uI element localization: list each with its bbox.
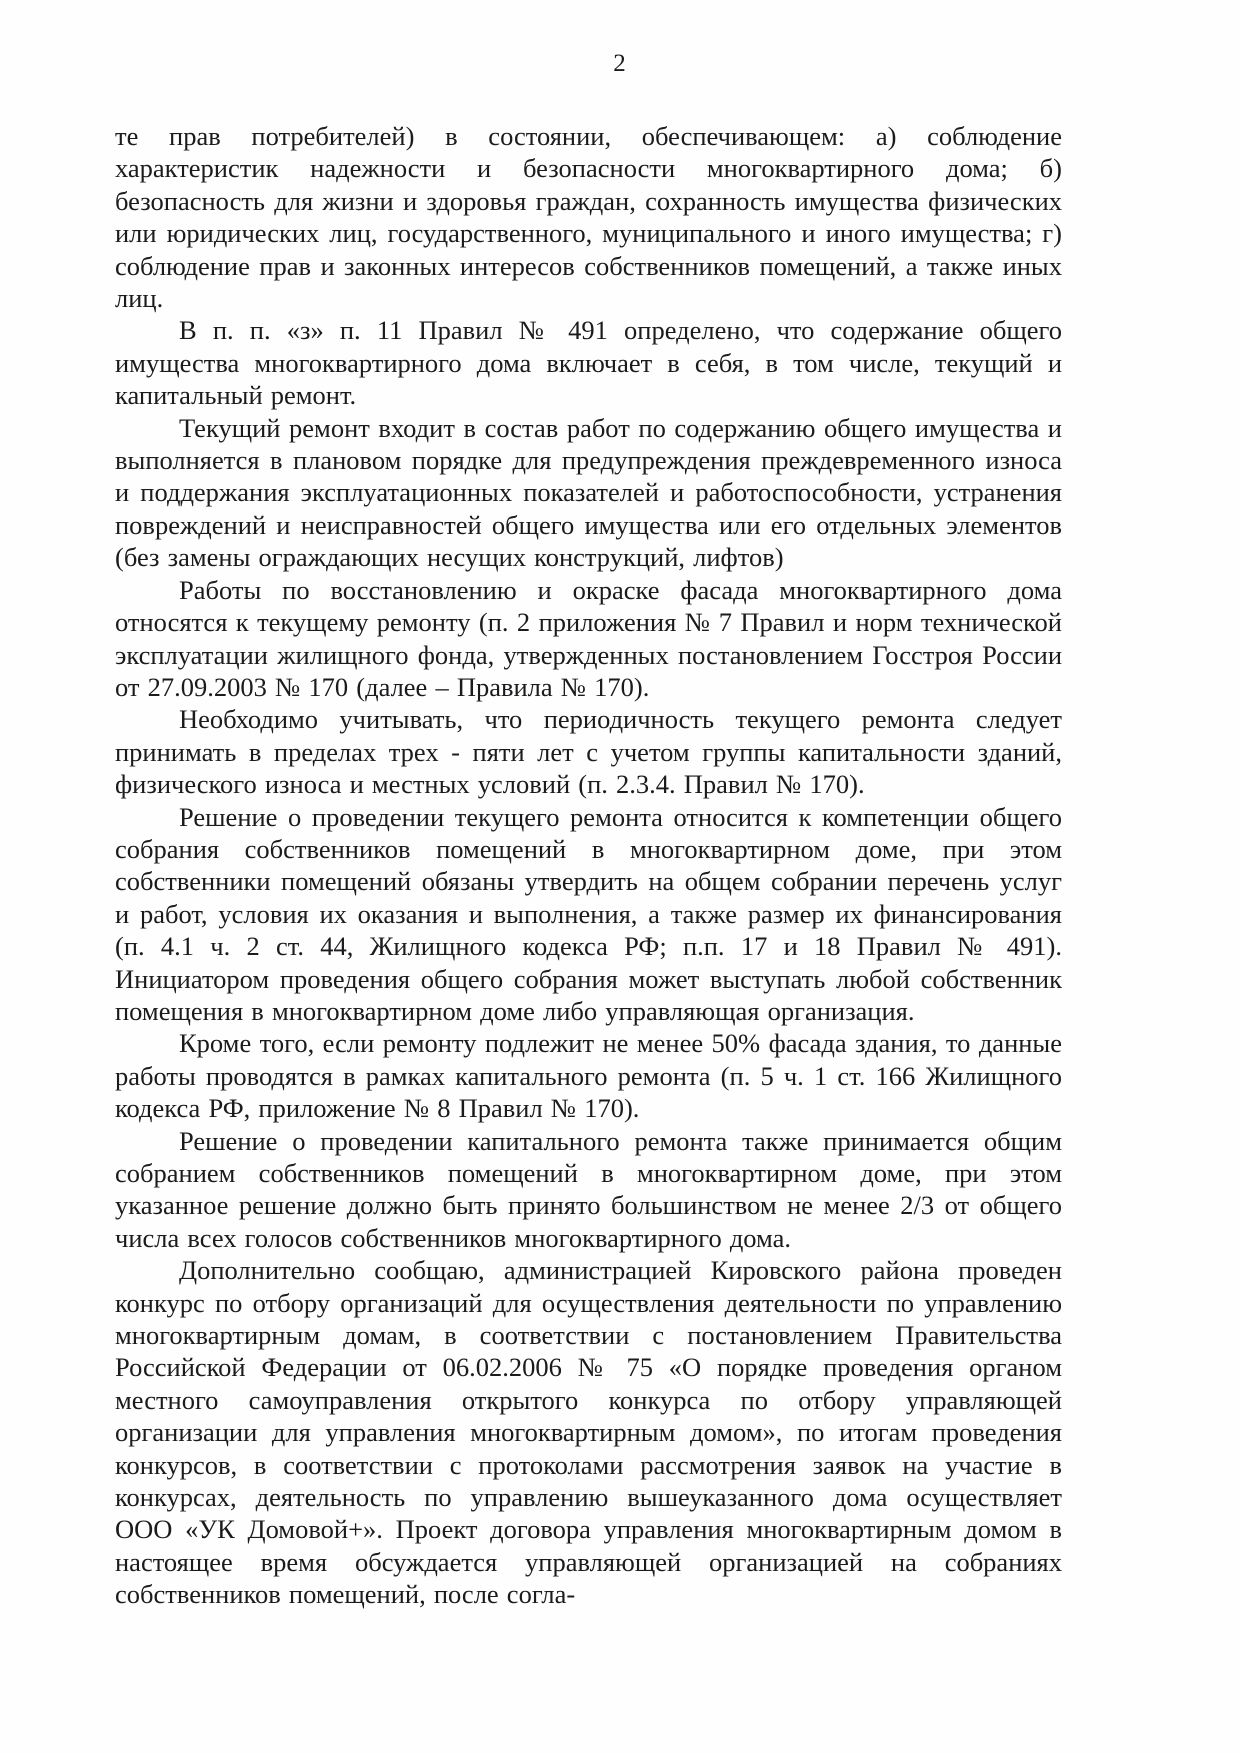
paragraph: Дополнительно сообщаю, администрацией Кировского района проведен конкурс по отбору организаций для осуществления деятельности по управлению многоквартирным домам, в соответствии с постановлением Правительства Российской Федерации от 06.02.2006 № 75 «О порядке проведения органом местного самоуправления открытого конкурса по отбору управляющей организации для управления многоквартирным домом», по итогам проведения конкурсов, в соответствии с протоколами рассмотрения заявок на участие в конкурсах, деятельность по управлению вышеуказанного дома осуществляет ООО «УК Домовой+». Проект договора управления многоквартирным домом в настоящее время обсуждается управляющей организацией на собраниях собственников помещений, после согла- (115, 1255, 1062, 1610)
paragraph: Работы по восстановлению и окраске фасада многоквартирного дома относятся к текущему ремонту (п. 2 приложения № 7 Правил и норм технической эксплуатации жилищного фонда, утвержденных постановлением Госстроя России от 27.09.2003 № 170 (далее – Правила № 170). (115, 574, 1062, 702)
document-body (115, 120, 1062, 1611)
paragraph: Текущий ремонт входит в состав работ по содержанию общего имущества и выполняется в плановом порядке для предупреждения преждевременного износа и поддержания эксплуатационных показателей и работоспособности, устранения повреждений и неисправностей общего имущества или его отдельных элементов (без замены ограждающих несущих конструкций, лифтов) (115, 412, 1062, 573)
paragraph: Необходимо учитывать, что периодичность текущего ремонта следует принимать в пределах трех - пяти лет с учетом группы капитальности зданий, физического износа и местных условий (п. 2.3.4. Правил № 170). (115, 704, 1062, 800)
paragraph: Кроме того, если ремонту подлежит не менее 50% фасада здания, то данные работы проводятся в рамках капитального ремонта (п. 5 ч. 1 ст. 166 Жилищного кодекса РФ, приложение № 8 Правил № 170). (115, 1028, 1062, 1124)
page-number: 2 (613, 50, 627, 77)
paragraph: те прав потребителей) в состоянии, обеспечивающем: а) соблюдение характеристик надежности и безопасности многоквартирного дома; б) безопасность для жизни и здоровья граждан, сохранность имущества физических или юридических лиц, государственного, муниципального и иного имущества; г) соблюдение прав и законных интересов собственников помещений, а также иных лиц. (115, 121, 1062, 314)
paragraph: Решение о проведении капитального ремонта также принимается общим собранием собственников помещений в многоквартирном доме, при этом указанное решение должно быть принято большинством не менее 2/3 от общего числа всех голосов собственников многоквартирного дома. (115, 1125, 1062, 1253)
paragraph: В п. п. «з» п. 11 Правил № 491 определено, что содержание общего имущества многоквартирного дома включает в себя, в том числе, текущий и капитальный ремонт. (115, 315, 1062, 411)
paragraph: Решение о проведении текущего ремонта относится к компетенции общего собрания собственников помещений в многоквартирном доме, при этом собственники помещений обязаны утвердить на общем собрании перечень услуг и работ, условия их оказания и выполнения, а также размер их финансирования (п. 4.1 ч. 2 ст. 44, Жилищного кодекса РФ; п.п. 17 и 18 Правил № 491). Инициатором проведения общего собрания может выступать любой собственник помещения в многоквартирном доме либо управляющая организация. (115, 801, 1062, 1026)
